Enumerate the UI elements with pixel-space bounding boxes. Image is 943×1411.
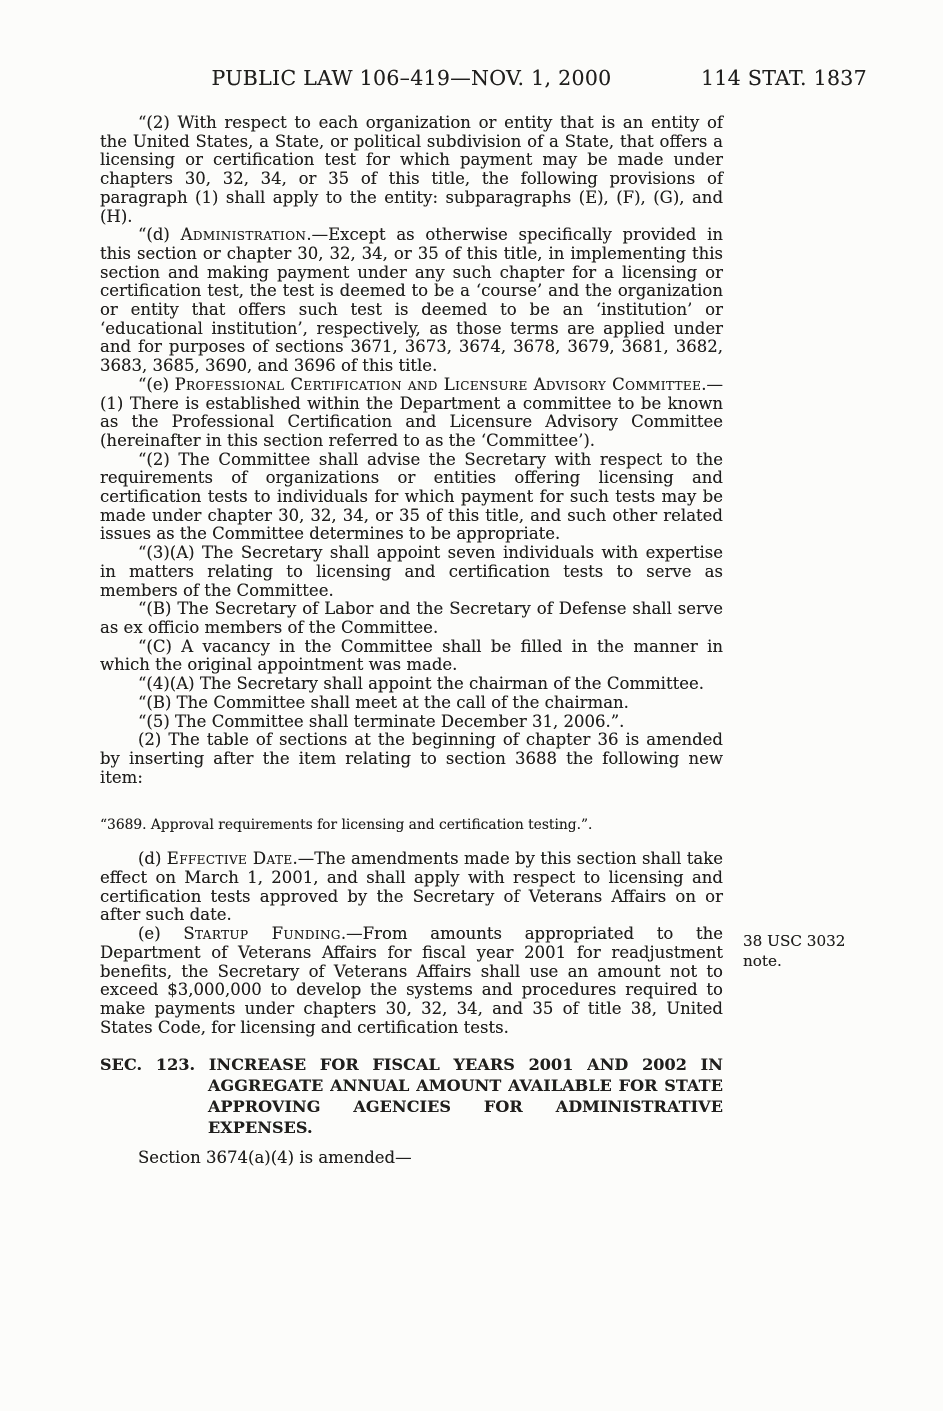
section-heading <box>100 1054 723 1138</box>
paragraph <box>100 817 723 833</box>
small-caps-run: Professional Certification and Licensure Advisory Committee <box>174 374 702 394</box>
text-run: SEC. 123. INCREASE FOR FISCAL YEARS 2001 AND 2002 IN AGGREGATE ANNUAL AMOUNT AVAILABLE FOR STATE APPROVING AGENCIES FOR ADMINISTRATIVE EXPENSES. <box>100 1055 723 1138</box>
text-run: .—Except as otherwise specifically provided in this section or chapter 30, 32, 34, or 35 of this title, in implementing this section and making payment under any such chapter for a licensing or certification test, the test is deemed to be a ‘course’ and the organization or entity that offers such test is deemed to be an ‘institution’ or ‘educational institution’, respectively, as those terms are applied under and for purposes of sections 3671, 3673, 3674, 3678, 3679, 3681, 3682, 3683, 3685, 3690, and 3696 of this title. <box>100 225 723 376</box>
text-run: (d) <box>138 849 167 869</box>
small-caps-run: Startup Funding <box>183 924 341 944</box>
paragraph <box>100 638 723 675</box>
stat-page-label: 114 STAT. 1837 <box>701 66 867 90</box>
text-run: “(3)(A) The Secretary shall appoint seven individuals with expertise in matters relating to licensing and certification tests to serve as members of the Committee. <box>100 543 723 600</box>
margin-note <box>743 931 873 971</box>
paragraph <box>100 694 723 713</box>
paragraph <box>100 1149 723 1168</box>
text-run: (2) The table of sections at the beginning of chapter 36 is amended by inserting after the item relating to section 3688 the following new item: <box>100 730 723 787</box>
text-run: “(e) <box>138 374 175 394</box>
paragraph <box>100 675 723 694</box>
text-run: “(4)(A) The Secretary shall appoint the chairman of the Committee. <box>138 674 704 694</box>
paragraph <box>100 731 723 787</box>
small-caps-run: Administration <box>180 225 307 245</box>
law-title: PUBLIC LAW 106–419—NOV. 1, 2000 <box>211 66 612 90</box>
paragraph <box>100 713 723 732</box>
text-run: .—From amounts appropriated to the Department of Veterans Affairs for fiscal year 2001 for readjustment benefits, the Secretary of Veterans Affairs shall use an amount not to exceed $3,000,000 to develop the systems and procedures required to make payments under chapters 30, 32, 34, and 35 of title 38, United States Code, for licensing and certification tests. <box>100 924 723 1037</box>
paragraph <box>100 600 723 637</box>
running-header <box>100 66 867 94</box>
document-body <box>100 114 723 1168</box>
text-run: “(5) The Committee shall terminate December 31, 2006.”. <box>138 711 625 731</box>
text-run: “3689. Approval requirements for licensing and certification testing.”. <box>100 817 593 834</box>
text-run: “(d) <box>138 225 181 245</box>
text-run: “(B) The Secretary of Labor and the Secretary of Defense shall serve as ex officio members of the Committee. <box>100 599 723 637</box>
paragraph <box>100 925 723 1037</box>
text-run: (e) <box>138 924 184 944</box>
text-run: “(2) The Committee shall advise the Secretary with respect to the requirements of organizations or entities offering licensing and certification tests to individuals for which payment for such tests may be made under chapter 30, 32, 34, or 35 of this title, and such other related issues as the Committee determines to be appropriate. <box>100 449 723 544</box>
text-run: Section 3674(a)(4) is amended— <box>138 1148 412 1168</box>
text-run: “(B) The Committee shall meet at the call of the chairman. <box>138 692 629 712</box>
paragraph <box>100 850 723 925</box>
paragraph <box>100 376 723 451</box>
margin-note-line: note. <box>743 952 782 970</box>
margin-note-line: 38 USC 3032 <box>743 932 846 950</box>
small-caps-run: Effective Date <box>166 849 293 869</box>
text-run: “(2) With respect to each organization or entity that is an entity of the United States, a State, or political subdivision of a State, that offers a licensing or certification test for which payment may be made under chapters 30, 32, 34, or 35 of this title, the following provisions of paragraph (1) shall apply to the entity: subparagraphs (E), (F), (G), and (H). <box>100 113 723 226</box>
paragraph <box>100 226 723 376</box>
text-run: .—The amendments made by this section shall take effect on March 1, 2001, and shall apply with respect to licensing and certification tests approved by the Secretary of Veterans Affairs on or after such date. <box>100 849 723 925</box>
paragraph <box>100 114 723 226</box>
text-run: .—(1) There is established within the Department a committee to be known as the Professional Certification and Licensure Advisory Committee (hereinafter in this section referred to as the ‘Committee’). <box>100 374 723 450</box>
paragraph <box>100 544 723 600</box>
paragraph <box>100 451 723 545</box>
text-run: “(C) A vacancy in the Committee shall be filled in the manner in which the original appointment was made. <box>100 636 723 675</box>
